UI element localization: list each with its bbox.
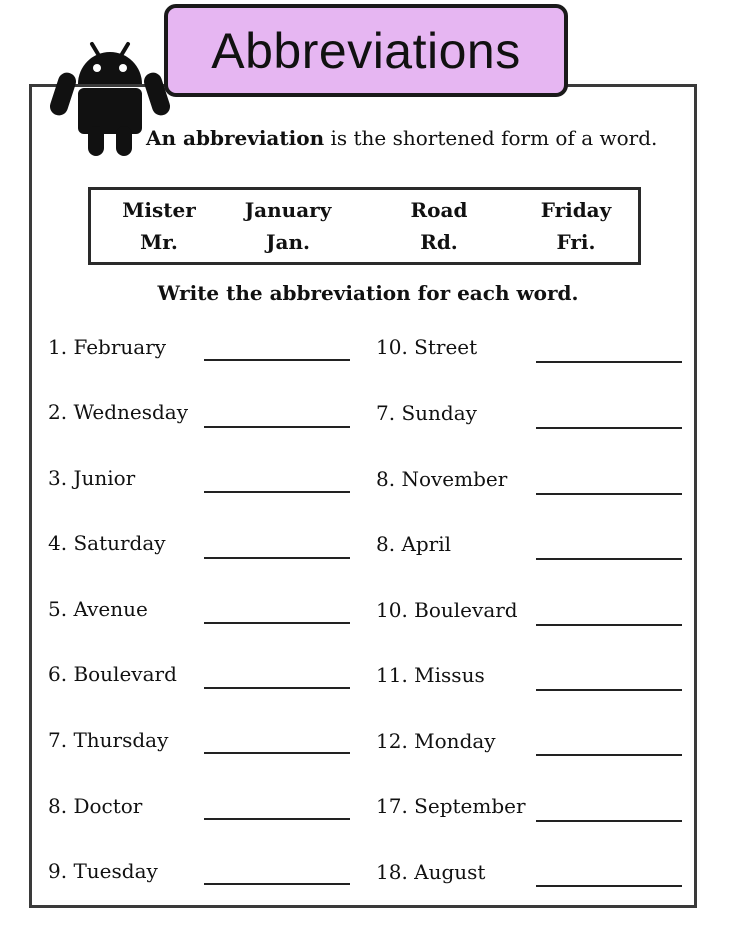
answer-line[interactable] xyxy=(536,558,682,560)
question-label: 17. September xyxy=(376,794,526,818)
answer-line[interactable] xyxy=(536,754,682,756)
example-word: Mister xyxy=(122,198,196,222)
example-item xyxy=(374,194,504,258)
example-abbreviation: Mr. xyxy=(140,230,178,254)
page-title: Abbreviations xyxy=(211,22,521,79)
example-word: Friday xyxy=(540,198,612,222)
example-abbreviation: Jan. xyxy=(266,230,310,254)
question-label: 8. Doctor xyxy=(48,794,143,818)
answer-line[interactable] xyxy=(536,689,682,691)
question-label: 18. August xyxy=(376,860,486,884)
question-label: 8. April xyxy=(376,532,452,556)
example-item xyxy=(223,194,353,258)
question-label: 5. Avenue xyxy=(48,597,148,621)
answer-line[interactable] xyxy=(536,885,682,887)
question-label: 7. Thursday xyxy=(48,728,169,752)
example-word: January xyxy=(244,198,332,222)
question-label: 3. Junior xyxy=(48,466,136,490)
answer-line[interactable] xyxy=(204,883,350,885)
question-label: 9. Tuesday xyxy=(48,859,158,883)
example-item xyxy=(511,194,641,258)
answer-line[interactable] xyxy=(204,687,350,689)
example-abbreviation: Rd. xyxy=(420,230,458,254)
answer-line[interactable] xyxy=(204,359,350,361)
answer-line[interactable] xyxy=(204,818,350,820)
android-robot-icon xyxy=(46,34,174,158)
question-label: 12. Monday xyxy=(376,729,496,753)
question-label: 4. Saturday xyxy=(48,531,166,555)
question-label: 10. Street xyxy=(376,335,478,359)
question-label: 1. February xyxy=(48,335,167,359)
definition-rest: is the shortened form of a word. xyxy=(330,126,658,150)
answer-line[interactable] xyxy=(536,361,682,363)
question-label: 10. Boulevard xyxy=(376,598,518,622)
answer-line[interactable] xyxy=(536,427,682,429)
question-label: 2. Wednesday xyxy=(48,400,189,424)
question-label: 8. November xyxy=(376,467,508,491)
question-label: 7. Sunday xyxy=(376,401,477,425)
answer-line[interactable] xyxy=(204,622,350,624)
definition-text xyxy=(146,126,657,150)
example-item xyxy=(94,194,224,258)
example-box xyxy=(88,187,641,265)
example-abbreviation: Fri. xyxy=(556,230,596,254)
title-banner xyxy=(164,4,568,97)
answer-line[interactable] xyxy=(204,491,350,493)
answer-line[interactable] xyxy=(536,493,682,495)
answer-line[interactable] xyxy=(204,426,350,428)
instruction-text: Write the abbreviation for each word. xyxy=(157,281,579,305)
question-label: 11. Missus xyxy=(376,663,485,687)
definition-term: An abbreviation xyxy=(146,126,325,150)
answer-line[interactable] xyxy=(204,557,350,559)
answer-line[interactable] xyxy=(536,624,682,626)
answer-line[interactable] xyxy=(536,820,682,822)
answer-line[interactable] xyxy=(204,752,350,754)
question-label: 6. Boulevard xyxy=(48,662,177,686)
example-word: Road xyxy=(410,198,468,222)
